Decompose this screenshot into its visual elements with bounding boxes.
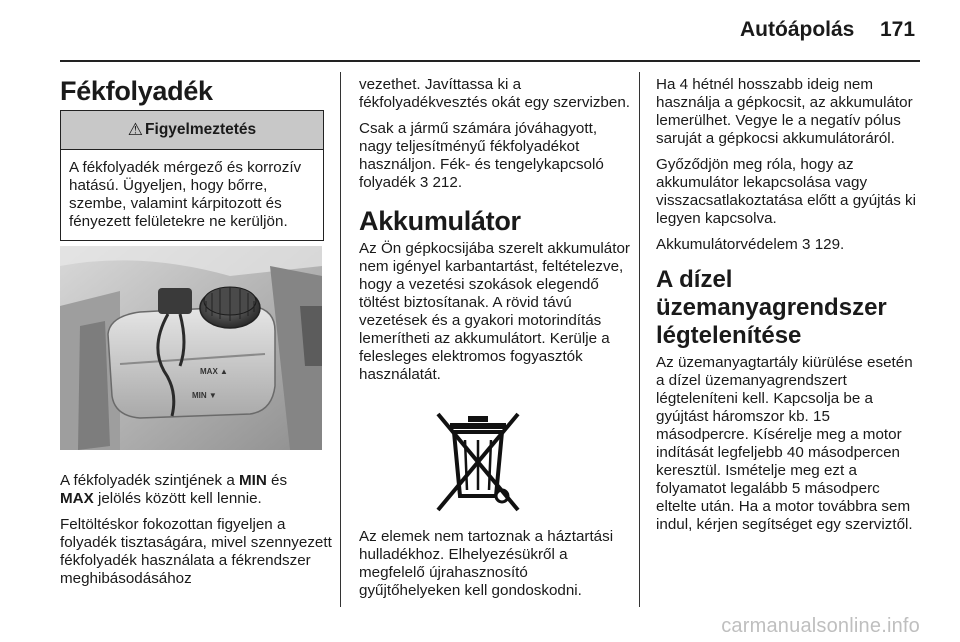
paragraph-long-storage: Ha 4 hétnél hosszabb ideig nem használja a gépkocsit, az akkumulátor lemerülhet. Vegye le a negatív pólus saruját a gépkocsi akkumulátoráról. [656,76,913,147]
section-heading-battery: Akkumulátor [359,206,521,236]
column-2-text-bottom [359,528,631,608]
section-heading-diesel-bleeding: A dízel üzemanyagrendszer légtelenítése [656,266,887,349]
brake-fluid-reservoir-photo [60,246,322,450]
column-divider-2 [639,72,640,607]
para1-pre: A fékfolyadék szintjének a [60,472,239,489]
page-reference-212[interactable]: 3 212. [419,174,463,191]
watermark: carmanualsonline.info [721,615,920,637]
para1-mid: és [266,472,288,489]
paragraph-filling: Feltöltéskor fokozottan figyeljen a folyadék tisztaságára, mivel szennyezett fékfolyadék használata a fékrendszer meghibásodásához [60,516,332,587]
paragraph-continuation: vezethet. Javíttassa ki a fékfolyadékvesztés okát egy szervizben. [359,76,630,111]
column-2-text [359,76,631,392]
min-term: MIN [238,472,267,489]
running-header-title: Autóápolás [740,18,855,41]
warning-header [61,111,323,150]
header-rule [60,60,920,62]
paragraph-fluid-level [60,472,335,508]
max-mark-label: MAX ▲ [200,367,228,376]
column-1-text [60,472,335,596]
warning-title: Figyelmeztetés [145,121,257,138]
page-reference-129[interactable]: 3 129. [802,236,845,253]
paragraph-battery-disposal: Az elemek nem tartoznak a háztartási hulladékhoz. Elhelyezésükről a megfelelő újrahasznosító gyűjtőhelyeken kell gondoskodni. [359,528,614,599]
paragraph-ignition-off: Győződjön meg róla, hogy az akkumulátor lekapcsolása vagy visszacsatlakoztatása előtt a gyújtás ki legyen kapcsolva. [656,156,916,227]
paragraph-battery-protection [656,236,922,254]
column-divider-1 [340,72,341,607]
warning-box [60,110,324,241]
page-number: 171 [880,18,916,41]
para1-post: jelölés között kell lennie. [93,490,262,507]
battery-protection-text: Akkumulátorvédelem [656,236,798,253]
section-heading-brake-fluid: Fékfolyadék [60,76,213,106]
approved-text: Csak a jármű számára jóváhagyott, nagy teljesítményű fékfolyadékot használjon. Fék- és tengelykapcsoló folyadék [359,120,604,191]
column-1-heading-wrap [60,76,330,106]
warning-body: A fékfolyadék mérgező és korrozív hatású. Ügyeljen, hogy bőrre, szembe, valamint kárpitozott és fényezett felületekre ne kerüljön. [69,159,302,230]
paragraph-approved-fluid [359,120,631,192]
crossed-out-bin-icon [432,410,524,514]
reservoir-illustration [60,246,322,450]
paragraph-battery: Az Ön gépkocsijába szerelt akkumulátor nem igényel karbantartást, feltételezve, hogy a vezetési szokások elegendő töltést biztosítanak. A rövid távú vezetések és a gyakori motorindítás lemerítheti az akkumulátort. Kerülje a felesleges elektromos fogyasztók használatát. [359,240,630,383]
max-term: MAX [60,490,94,507]
min-mark-label: MIN ▼ [192,391,217,400]
column-3-text [656,76,922,542]
paragraph-diesel-bleeding: Az üzemanyagtartály kiürülése esetén a dízel üzemanyagrendszert légteleníteni kell. Kapcsolja be a gyújtást háromszor kb. 15 másodpercre. Kísérelje meg a motor indítását legfeljebb 40 másodpercen keresztül. Ismételje meg ezt a folyamatot legalább 5 másodperc eltelte után. Ha a motor továbbra sem indul, kérjen segítséget egy szerviztől. [656,354,913,533]
warning-triangle-icon: ⚠ [127,120,144,139]
